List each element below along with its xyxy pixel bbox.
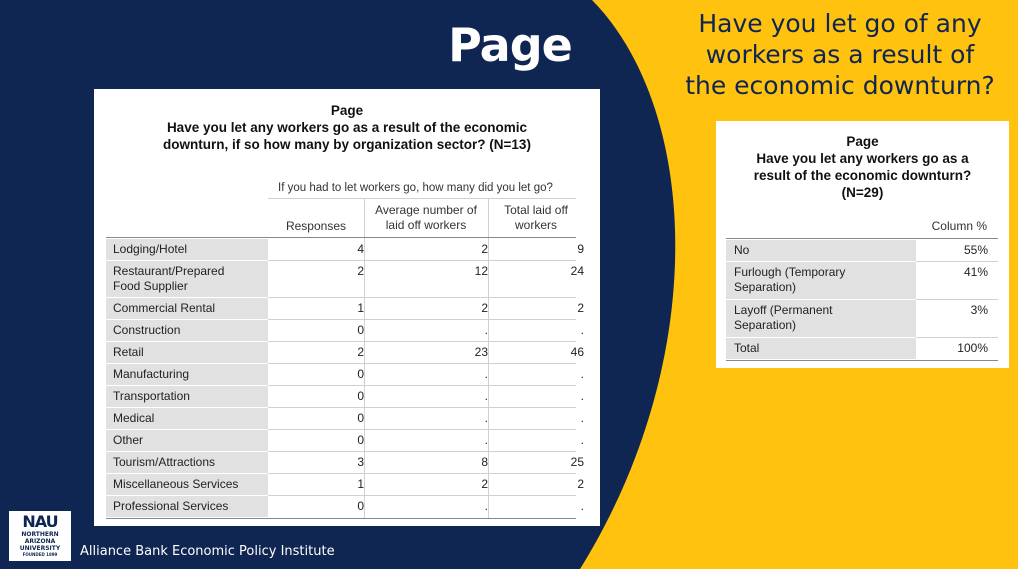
cell-responses: 4	[357, 242, 364, 256]
row-label: Total	[726, 338, 916, 360]
row-label: Miscellaneous Services	[106, 474, 268, 496]
table-spanner-header: If you had to let workers go, how many did you let go?	[278, 182, 553, 194]
row-label-line: Food Supplier	[113, 279, 188, 293]
header-rule	[726, 238, 998, 239]
row-divider	[916, 337, 998, 338]
row-divider	[916, 299, 998, 300]
cell-total: 2	[577, 301, 584, 315]
slide-title: Page	[448, 18, 572, 72]
logo-line: FOUNDED 1899	[22, 552, 58, 557]
table-row	[726, 262, 998, 300]
right-table-heading-line: Page	[846, 134, 879, 149]
logo-wordmark: NAU	[22, 512, 58, 531]
spanner-rule	[268, 198, 576, 199]
row-label: Professional Services	[106, 496, 268, 518]
cell-responses: 2	[357, 264, 364, 278]
table-row	[106, 261, 584, 298]
column-header-responses: Responses	[285, 219, 347, 233]
cell-total: .	[580, 389, 584, 403]
left-table-heading-line: Page	[330, 103, 364, 118]
row-label	[106, 261, 268, 298]
header-rule	[106, 237, 576, 238]
row-divider	[268, 407, 576, 408]
cell-responses: 0	[357, 433, 364, 447]
slide-question-line: Have you let go of any	[698, 9, 982, 38]
column-header-average	[364, 203, 488, 233]
cell-percent: 100%	[957, 341, 988, 355]
row-divider	[268, 319, 576, 320]
cell-average: .	[484, 499, 488, 513]
cell-responses: 2	[357, 345, 364, 359]
cell-total: .	[580, 499, 584, 513]
cell-responses: 0	[357, 389, 364, 403]
cell-average: .	[484, 389, 488, 403]
left-table-heading-line: downturn, if so how many by organization sector? (N=13)	[163, 137, 531, 152]
row-divider	[268, 495, 576, 496]
column-header-total	[488, 203, 584, 233]
row-label: Tourism/Attractions	[106, 452, 268, 474]
left-table-heading-line: Have you let any workers go as a result of the economic	[166, 120, 528, 135]
cell-average: 12	[474, 264, 488, 278]
cell-responses: 0	[357, 323, 364, 337]
row-divider	[268, 297, 576, 298]
right-table-heading-line: Have you let any workers go as a	[756, 151, 969, 166]
right-table-heading-line: (N=29)	[841, 185, 884, 200]
table-row	[106, 452, 584, 474]
table-row	[106, 496, 584, 518]
table-row	[106, 386, 584, 408]
footer-institute-name: Alliance Bank Economic Policy Institute	[80, 544, 335, 559]
column-header-line: laid off workers	[385, 218, 467, 232]
row-label: Transportation	[106, 386, 268, 408]
cell-responses: 3	[357, 455, 364, 469]
header-divider	[364, 199, 365, 239]
column-header-line: Average number of	[375, 203, 477, 217]
table-bottom-rule	[726, 360, 998, 361]
row-label-line: Separation)	[734, 280, 797, 294]
row-label: No	[726, 240, 916, 262]
table-row	[106, 239, 584, 261]
cell-responses: 1	[357, 301, 364, 315]
slide-question-line: the economic downturn?	[685, 71, 995, 100]
column-divider	[364, 239, 365, 518]
logo-line: ARIZONA	[24, 538, 56, 545]
cell-total: .	[580, 411, 584, 425]
sector-layoffs-table-panel	[94, 89, 600, 526]
table-row	[726, 300, 998, 338]
cell-average: 2	[481, 477, 488, 491]
cell-average: 23	[474, 345, 488, 359]
cell-percent: 41%	[963, 265, 988, 279]
cell-total: 2	[577, 477, 584, 491]
table-row	[106, 298, 584, 320]
cell-average: .	[484, 323, 488, 337]
cell-responses: 0	[357, 367, 364, 381]
nau-logo	[8, 510, 72, 562]
table-row	[106, 474, 584, 496]
logo-line: UNIVERSITY	[19, 545, 61, 552]
layoff-status-table-panel	[716, 121, 1009, 368]
row-divider	[916, 261, 998, 262]
right-table-heading	[716, 133, 1009, 201]
row-label: Medical	[106, 408, 268, 430]
table-bottom-rule	[106, 518, 576, 519]
row-label: Manufacturing	[106, 364, 268, 386]
cell-total: .	[580, 367, 584, 381]
cell-percent: 55%	[963, 243, 988, 257]
slide-question-line: workers as a result of	[705, 40, 975, 69]
cell-responses: 0	[357, 411, 364, 425]
row-label: Lodging/Hotel	[106, 239, 268, 261]
row-label	[726, 262, 916, 300]
slide-question	[662, 8, 1018, 101]
column-header-line: Total laid off	[504, 203, 568, 217]
column-divider	[488, 239, 489, 518]
column-header-line: workers	[514, 218, 557, 232]
cell-total: 46	[570, 345, 584, 359]
cell-average: 2	[481, 301, 488, 315]
logo-line: NORTHERN	[21, 531, 59, 538]
row-label: Other	[106, 430, 268, 452]
cell-average: 2	[481, 242, 488, 256]
table-row	[106, 342, 584, 364]
row-label-line: Separation)	[734, 318, 797, 332]
row-label: Construction	[106, 320, 268, 342]
table-row	[106, 320, 584, 342]
row-label: Commercial Rental	[106, 298, 268, 320]
row-label-line: Restaurant/Prepared	[113, 264, 225, 278]
row-divider	[268, 429, 576, 430]
row-divider	[268, 341, 576, 342]
cell-average: .	[484, 433, 488, 447]
row-divider	[268, 451, 576, 452]
header-divider	[488, 199, 489, 239]
row-label: Retail	[106, 342, 268, 364]
cell-average: .	[484, 367, 488, 381]
row-label-line: Furlough (Temporary	[734, 265, 846, 279]
row-divider	[268, 363, 576, 364]
cell-responses: 1	[357, 477, 364, 491]
cell-average: .	[484, 411, 488, 425]
cell-responses: 0	[357, 499, 364, 513]
left-table-heading	[94, 102, 600, 153]
cell-total: 9	[577, 242, 584, 256]
cell-total: .	[580, 433, 584, 447]
cell-average: 8	[481, 455, 488, 469]
table-row	[726, 338, 998, 360]
row-divider	[268, 260, 576, 261]
table-row	[726, 240, 998, 262]
cell-total: 24	[570, 264, 584, 278]
row-divider	[268, 473, 576, 474]
cell-total: .	[580, 323, 584, 337]
cell-total: 25	[570, 455, 584, 469]
right-table-heading-line: result of the economic downturn?	[753, 168, 972, 183]
row-label-line: Layoff (Permanent	[734, 303, 833, 317]
row-divider	[268, 385, 576, 386]
row-label	[726, 300, 916, 338]
table-row	[106, 408, 584, 430]
cell-percent: 3%	[970, 303, 988, 317]
column-header-percent: Column %	[931, 219, 987, 233]
table-row	[106, 364, 584, 386]
table-row	[106, 430, 584, 452]
